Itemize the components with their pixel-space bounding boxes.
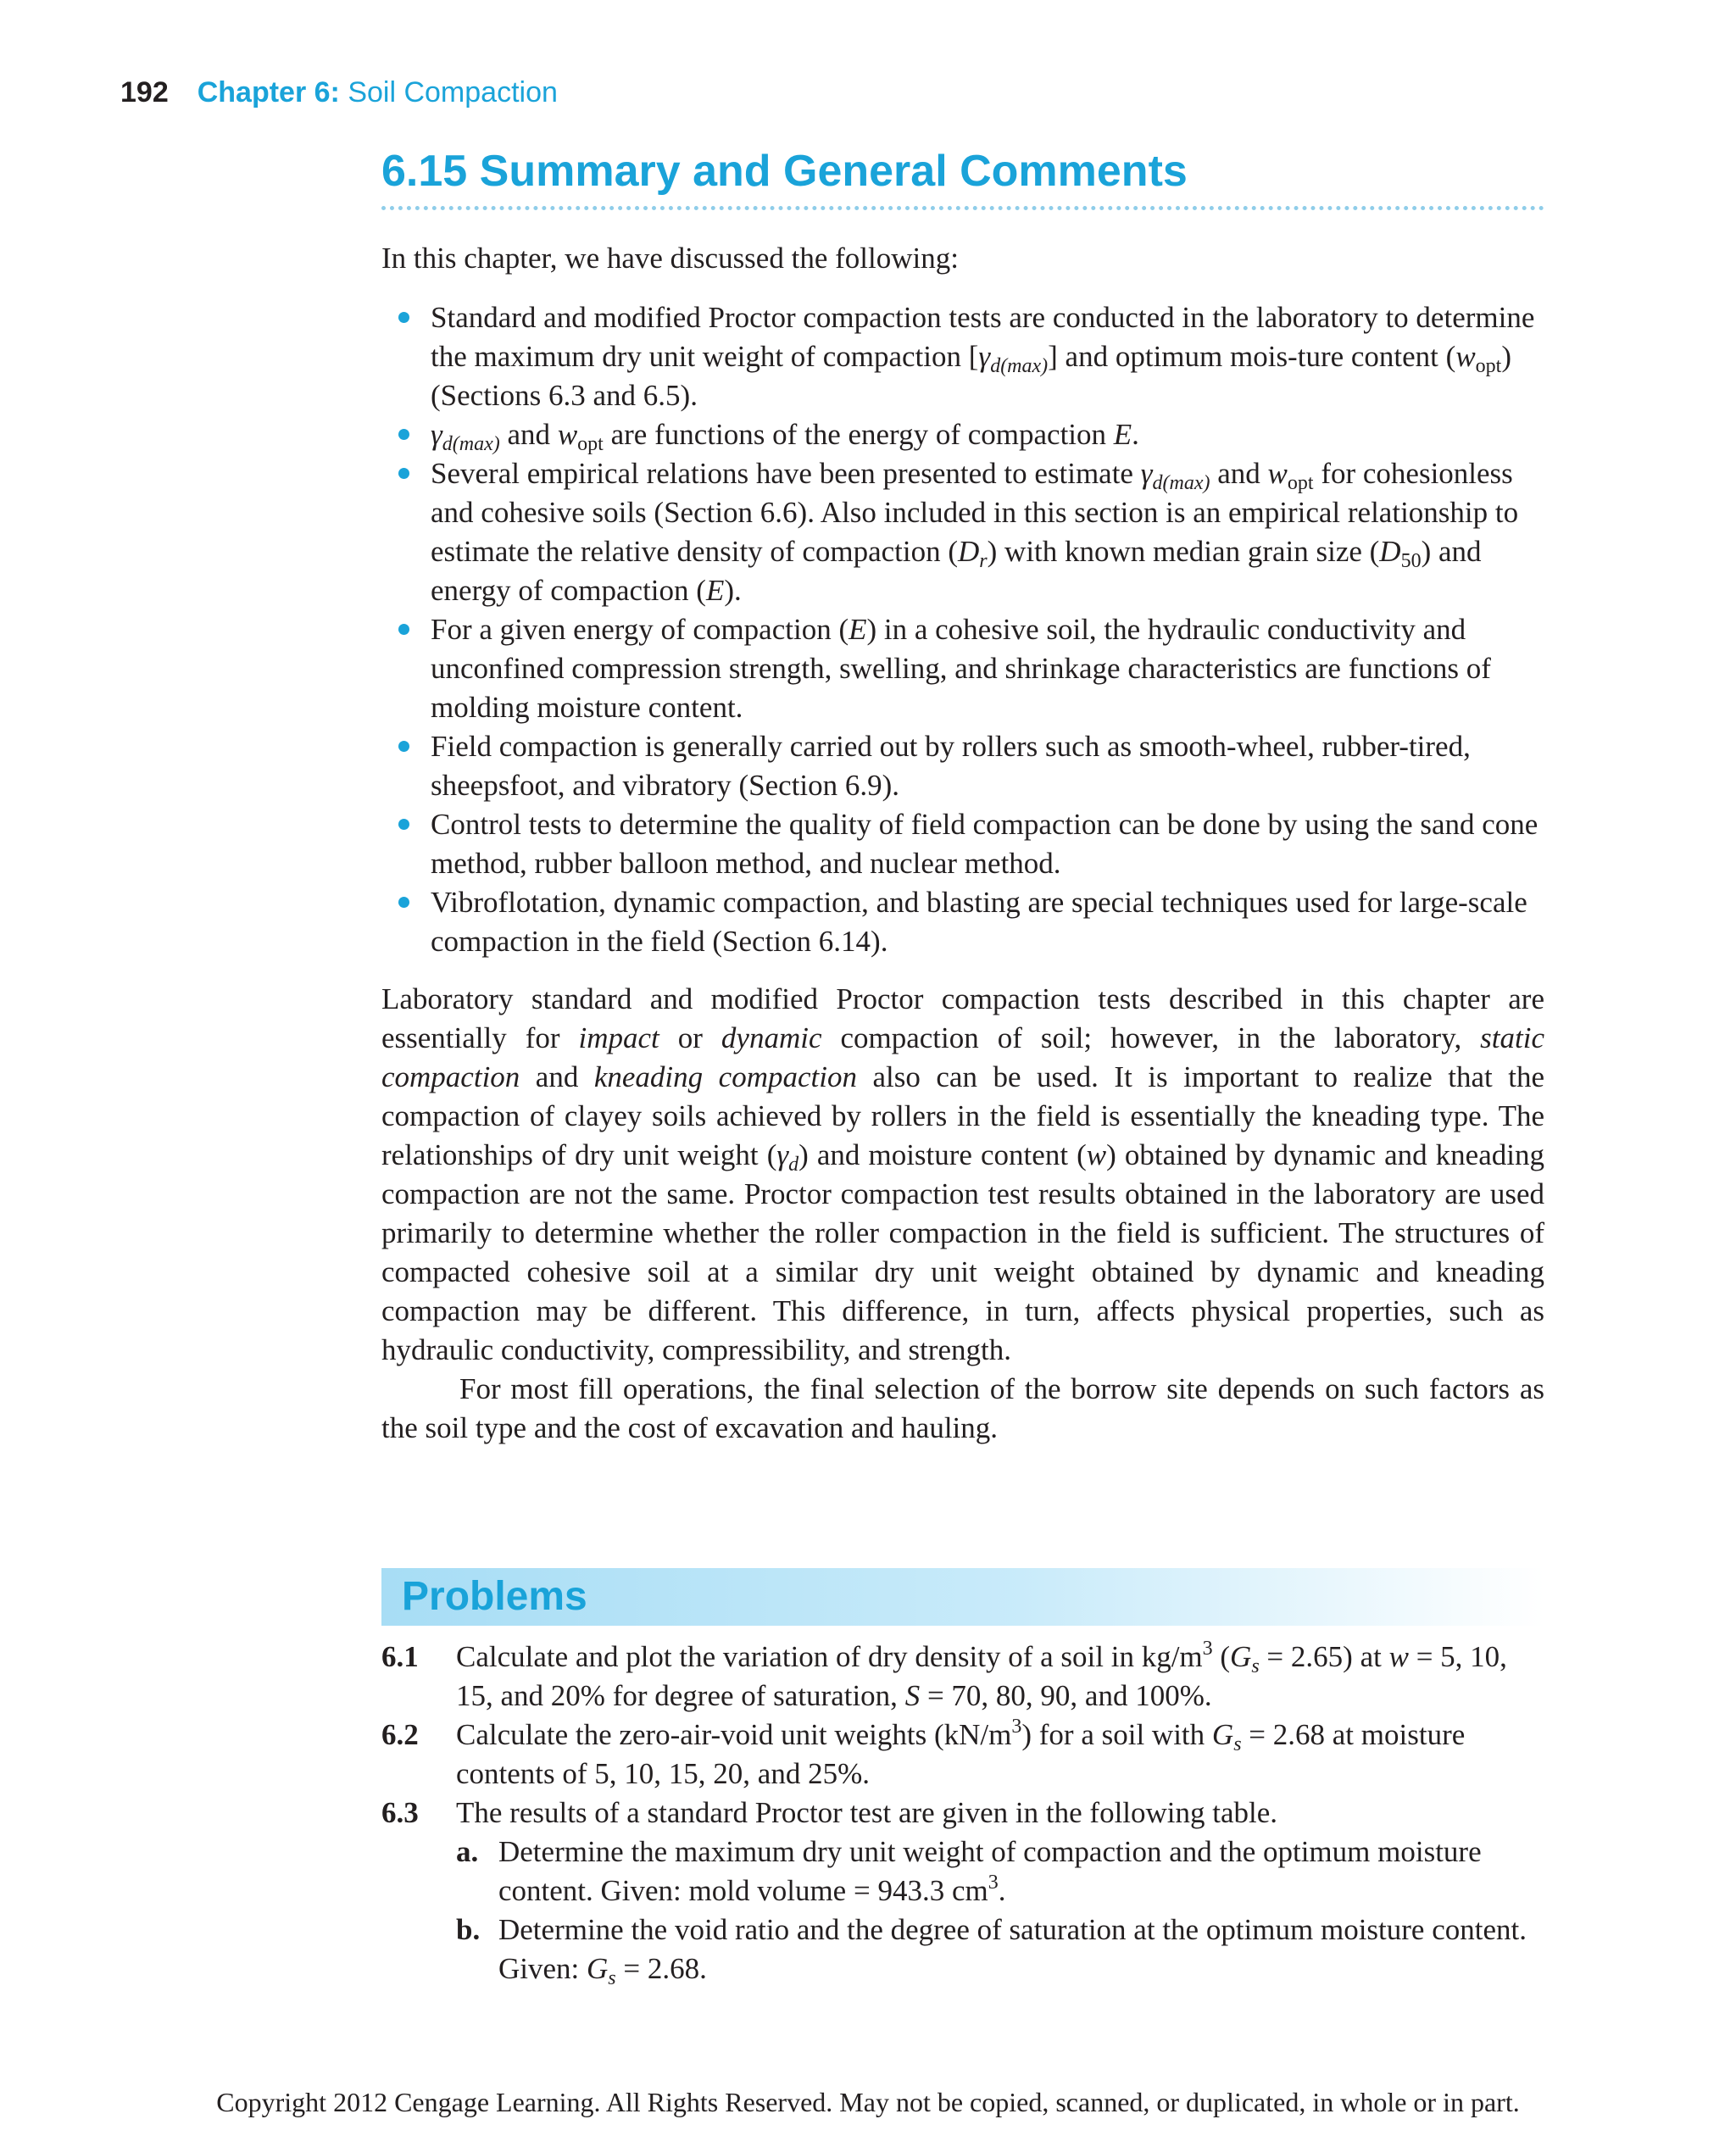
subitem-label: a. xyxy=(456,1835,479,1868)
problem-item: 6.2 Calculate the zero-air-void unit weights $(kN/m^3)$ for a soil with $G_s = 2.68$ at moisture contents of 5, 10, 15, 20, and 25%. xyxy=(381,1716,1466,1790)
chapter-title: Soil Compaction xyxy=(348,76,558,108)
bullet-icon xyxy=(398,429,409,440)
problems-banner xyxy=(381,1568,1544,1626)
list-item: Vibroflotation, dynamic compaction, and blasting are special techniques used for large-scale compaction in the field (Section 6.14). xyxy=(381,883,1544,961)
section-title: 6.15 Summary and General Comments xyxy=(381,147,1188,196)
main-content xyxy=(381,239,1544,1448)
problems-title: Problems xyxy=(402,1574,587,1619)
bullet-icon xyxy=(398,468,409,479)
intro-text: In this chapter, we have discussed the following: xyxy=(381,242,959,275)
body-paragraph: For most fill operations, the final selection of the borrow site depends on such factors as the soil type and the cost of excavation and hauling. xyxy=(381,1372,1544,1444)
list-item: Several empirical relations have been presented to estimate $\gamma_{d(max)}$ and $w_{opt}$ for cohesionless and cohesive soils (Section 6.6). Also included in this section is an empirical relationship to estimate the relative density of compaction $(D_r)$ with known median grain size $(D_{50})$ and energy of compaction (E). xyxy=(381,454,1544,610)
problem-item: 6.3 The results of a standard Proctor test are given in the following table. a. Determine the maximum dry unit weight of compaction and the optimum moisture content. Given: mold volume = 943.3 $cm^3$. b. Determine the void ratio and the degree of saturation at the optimum moisture content. Given: $G_s = 2.68$. xyxy=(381,1794,1544,1988)
bullet-icon xyxy=(398,312,409,323)
list-item: For a given energy of compaction (E) in a cohesive soil, the hydraulic conductivity and unconfined compression strength, swelling, and shrinkage characteristics are functions of molding moisture content. xyxy=(381,610,1544,727)
body-paragraph: Laboratory standard and modified Proctor compaction tests described in this chapter are essentially for impact or dynamic compaction of soil; however, in the laboratory, static compaction and kneading compaction also can be used. It is important to realize that the compaction of clayey soils achieved by rollers in the field is essentially the kneading type. The relationships of dry unit weight $(\gamma_d)$ and moisture content (w) obtained by dynamic and kneading compaction are not the same. Proctor compaction test results obtained in the laboratory are used primarily to determine whether the roller compaction in the field is sufficient. The structures of compacted cohesive soil at a similar dry unit weight obtained by dynamic and kneading compaction may be different. This difference, in turn, affects physical properties, such as hydraulic conductivity, compressibility, and strength. xyxy=(381,982,1544,1366)
problem-subitem: a. Determine the maximum dry unit weight of compaction and the optimum moisture content. Given: mold volume = 943.3 $cm^3$. xyxy=(456,1833,1544,1911)
copyright-footer: Copyright 2012 Cengage Learning. All Rights Reserved. May not be copied, scanned, or duplicated, in whole or in part. xyxy=(216,2087,1520,2117)
list-item: Field compaction is generally carried out by rollers such as smooth-wheel, rubber-tired, sheepsfoot, and vibratory (Section 6.9). xyxy=(381,727,1544,805)
bullet-icon xyxy=(398,897,409,908)
running-head xyxy=(120,71,558,114)
bullet-icon xyxy=(398,819,409,830)
page-number: 192 xyxy=(120,76,169,108)
chapter-label: Chapter 6: xyxy=(197,76,340,108)
bullet-icon xyxy=(398,624,409,635)
problems-list xyxy=(381,1638,1544,1988)
list-item: $\gamma_{d(max)}$ and $w_{opt}$ are functions of the energy of compaction E. xyxy=(381,415,1544,454)
problem-item: 6.1 Calculate and plot the variation of dry density of a soil in $kg/m^3$ $(G_s = 2.65)$ at w = 5, 10, 15, and 20% for degree of saturation, S = 70, 80, 90, and 100%. xyxy=(381,1638,1507,1712)
subitem-label: b. xyxy=(456,1913,481,1946)
summary-list xyxy=(381,298,1544,961)
bullet-icon xyxy=(398,741,409,752)
list-item: Standard and modified Proctor compaction tests are conducted in the laboratory to determine the maximum dry unit weight of compaction $[\gamma_{d(max)}]$ and optimum mois-ture content $(w_{opt})$ (Sections 6.3 and 6.5). xyxy=(381,298,1544,415)
problem-number: 6.3 xyxy=(381,1796,419,1829)
problem-number: 6.2 xyxy=(381,1718,419,1751)
problem-number: 6.1 xyxy=(381,1640,419,1673)
problem-subitem: b. Determine the void ratio and the degree of saturation at the optimum moisture content. Given: $G_s = 2.68$. xyxy=(456,1911,1544,1988)
section-divider xyxy=(381,206,1544,210)
list-item: Control tests to determine the quality of field compaction can be done by using the sand cone method, rubber balloon method, and nuclear method. xyxy=(381,805,1544,883)
